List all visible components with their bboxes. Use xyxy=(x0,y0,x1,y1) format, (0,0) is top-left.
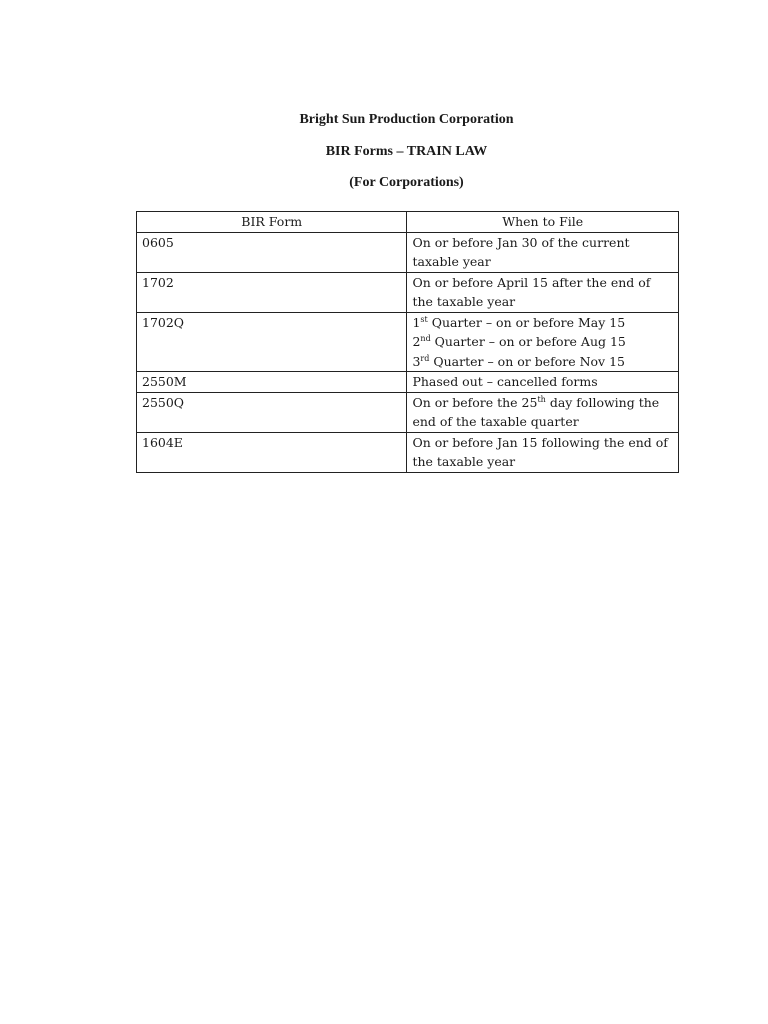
table-header-row xyxy=(137,212,679,233)
form-code: 2550Q xyxy=(137,392,407,432)
filing-deadline: On or before Jan 15 following the end of the taxable year xyxy=(407,432,679,472)
quarter-2-deadline: 2nd Quarter – on or before Aug 15 xyxy=(412,334,626,349)
filing-deadline: Phased out – cancelled forms xyxy=(407,372,679,393)
table-row xyxy=(137,392,679,432)
table-row xyxy=(137,272,679,312)
table-row xyxy=(137,432,679,472)
filing-deadline: On or before the 25th day following the end of the taxable quarter xyxy=(407,392,679,432)
filing-deadline xyxy=(407,312,679,372)
table-row xyxy=(137,312,679,372)
document-note: (For Corporations) xyxy=(349,175,464,190)
bir-forms-table xyxy=(136,211,679,473)
column-header-when-to-file: When to File xyxy=(407,212,679,233)
filing-deadline: On or before April 15 after the end of the taxable year xyxy=(407,272,679,312)
table-row xyxy=(137,232,679,272)
company-title: Bright Sun Production Corporation xyxy=(299,112,514,127)
quarter-3-deadline: 3rd Quarter – on or before Nov 15 xyxy=(412,353,625,369)
table-row xyxy=(137,372,679,393)
form-code: 2550M xyxy=(137,372,407,393)
form-code: 1604E xyxy=(137,432,407,472)
column-header-bir-form: BIR Form xyxy=(137,212,407,233)
form-code: 0605 xyxy=(137,232,407,272)
quarter-1-deadline: 1st Quarter – on or before May 15 xyxy=(412,314,626,330)
form-code: 1702 xyxy=(137,272,407,312)
document-subtitle: BIR Forms – TRAIN LAW xyxy=(325,144,488,159)
filing-deadline: On or before Jan 30 of the current taxable year xyxy=(407,232,679,272)
form-code: 1702Q xyxy=(137,312,407,372)
